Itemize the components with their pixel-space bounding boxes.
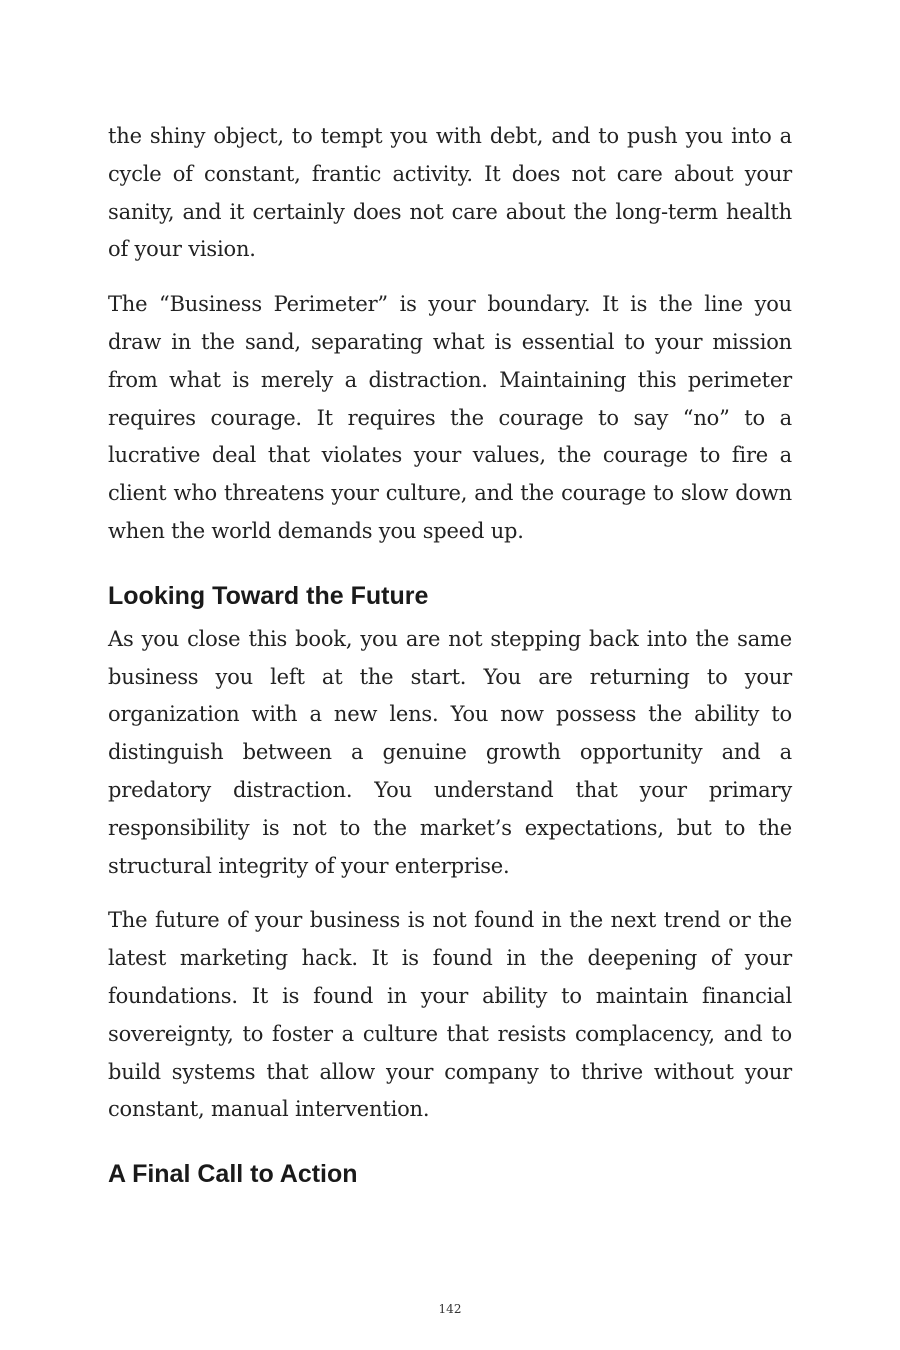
section-heading-call-to-action: A Final Call to Action <box>108 1160 358 1189</box>
section-heading-future: Looking Toward the Future <box>108 581 429 610</box>
page-number: 142 <box>438 1302 462 1316</box>
page-body <box>108 118 792 1199</box>
paragraph: the shiny object, to tempt you with debt, and to push you into a cycle of constant, frantic activity. It does not care about your sanity, and it certainly does not care about the long-term health of your vision. <box>108 124 792 262</box>
paragraph: The future of your business is not found in the next trend or the latest marketing hack. It is found in the deepening of your foundations. It is found in your ability to maintain financial sovereignty, to foster a culture that resists complacency, and to build systems that allow your company to thrive without your constant, manual intervention. <box>108 908 792 1122</box>
paragraph: The “Business Perimeter” is your boundary. It is the line you draw in the sand, separating what is essential to your mission from what is merely a distraction. Maintaining this perimeter requires courage. It requires the courage to say “no” to a lucrative deal that violates your values, the courage to fire a client who threatens your culture, and the courage to slow down when the world demands you speed up. <box>108 292 792 543</box>
paragraph: As you close this book, you are not stepping back into the same business you left at the start. You are returning to your organization with a new lens. You now possess the ability to distinguish between a genuine growth opportunity and a predatory distraction. You understand that your primary responsibility is not to the market’s expectations, but to the structural integrity of your enterprise. <box>108 626 792 878</box>
